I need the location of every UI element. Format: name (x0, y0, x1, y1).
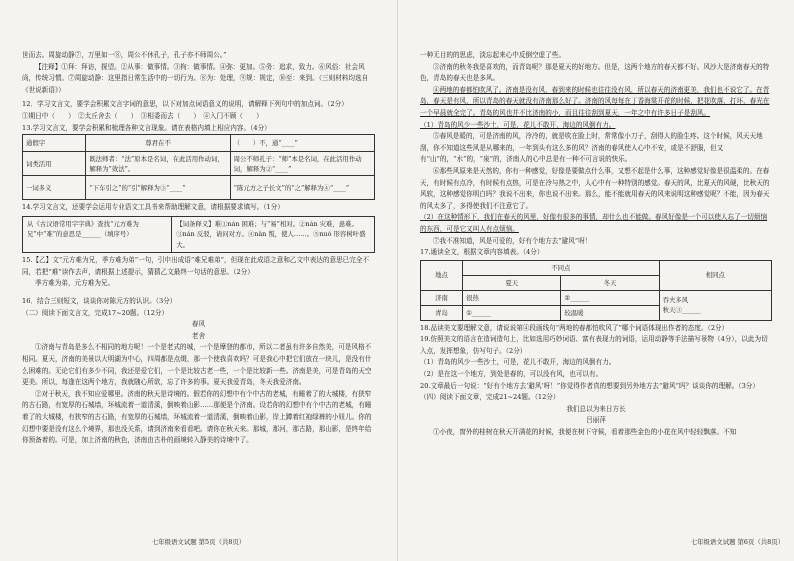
question-13-table (22, 134, 375, 200)
table-cell: ①______ (463, 305, 561, 320)
question-18: 18.品读美文要理解文意，请说说第④段画线句“两地的春都怕吹风了”哪个词语体现出作者的态度。（2分） (420, 323, 729, 332)
section-heading: （四）阅读下面文章，完成21~24题。（12分） (420, 393, 560, 402)
table-cell: 冬天 (561, 275, 659, 290)
table-cell: 一词多义 (23, 176, 86, 200)
article-title: 春风 (191, 320, 206, 329)
table-cell: （ ）不，通“____” (230, 135, 374, 152)
underlined-sentence-2: （2）在这种情形下，我们在春天的风里，好像有很多的事情，却什么也不能做。春风好像是一个可以使人忘了一切烦恼的东西，可是它又叫人有点烦恼。 (420, 213, 768, 233)
question-14-box (22, 216, 375, 254)
question-13: 13.学习文言文，要学会积累和梳理各种文言现象。请在表格内填上相应内容。（4分） (22, 123, 271, 132)
article-paragraph-2: ②对于秋天，我不知应爱哪里。济南的秋天是诗境的。假若你的幻想中有个中古的老城，有睡着了的大城楼，有狭窄的古石路，有宽厚的石城墙，环城流着一道清溪，倒映着山影……那便是个济南。设若你的幻想中有个中古的老城，有睡着了的大城楼，有狭窄的古石路，有宽厚的石城墙，环城流着一道清溪，倒映着山影，岸上蹲着红袍绿裤的小妞儿。你的幻想中要是没有这么个境界，那也没关系，请到济南来看看吧。请你在秋天来。那城，那河，那古路，那山影，是终年给你预备着的。可是，加上济南的秋色，济南由古朴的画境转入静美的诗境中了。 (22, 389, 372, 445)
dictionary-entry: 【词条释义】难①nán 困难；与“易”相对。②nán 灾难，患难。③nán 反驳，请问对方。④nàn 叛，使人……。⑤nuó 形容树叶盛大。 (176, 219, 366, 249)
question-19-sentence-1: （1）青岛的风少一些沙土，可是，花儿不敢开，海边的风倒有力。 (420, 358, 616, 367)
table-cell: 既法师者：“法”原本是名词，在此活用作动词，解释为“效法”。 (86, 152, 230, 176)
question-16: 16．结合三则短文，谈谈你对陈元方的认识。（3分） (22, 297, 177, 306)
table-cell: 周公不师孔子：“师”本是名词，在此活用作动词，解释为②“____” (230, 152, 374, 176)
notes-paragraph: 【注释】①拜：拜访，探望。②从事：做事情。③拘：做事情。④弥：更加。⑤务：追求，致力。⑥风俗：社会风尚，传统习惯。⑦周旋动静：这里指日常生活中的一切行为。⑧为：处理，⑨规：规定，⑩至：来到。（三则材料均选自《世说新语》） (22, 62, 369, 94)
page-right (397, 0, 794, 561)
table-cell: 词类活用 (23, 152, 86, 176)
section-heading: （二）阅读下面文言文，完成17~20题。（12分） (22, 308, 169, 317)
page-footer: 七年级语文试题 第5页（共8页） (151, 538, 246, 547)
question-12: 12．学习文言文，要学会积累文言字词的意思，以下对加点词语意义的说明，请解释下列句中的加点词。（2分） (22, 100, 348, 109)
question-17: 17.通读全文，根据文章内容填表。（4分） (420, 248, 544, 257)
question-20: 20.文章最后一句说：“好有个地方去‘避风’呀！”你觉得作者真的想要到另外地方去“避风”吗？谈谈你的理解。（3分） (420, 381, 759, 390)
table-cell: 尊君在不 (86, 135, 230, 152)
table-cell: ②______ (561, 290, 659, 305)
question-17-table (420, 260, 772, 321)
article-paragraph-5: ⑤春风是暖的，可是济南的风，冷冷的，就是吹在脸上时，常常像小刀子，刮得人的脸生疼。这个时候，风天天地刮，你不知道这些风是从哪来的，一年到头有这么多的风？济南的春风使人心中不安，或是不舒服，但又有“山”的，“水”的，“泉”的，济南人的心中总是有一种不可言说的快乐。 (420, 132, 763, 164)
table-cell: 夏天 (463, 275, 561, 290)
table-cell: 不同点 (463, 260, 660, 275)
article-paragraph-3: ③济南的秋冬我是喜欢的，而青岛呢？那是夏天的好地方。但是，这两个地方的春天都不好。风沙大是济南春天的特色，青岛的春天也是多风。 (420, 62, 770, 83)
table-cell: 较温暖 (561, 305, 659, 320)
question-14: 14.学习文言文，还要学会运用专业语文工具书来帮助理解文意，请根据要求填写。（1分） (22, 203, 284, 212)
page-footer: 七年级语文试题 第6页（共8页） (690, 538, 784, 547)
article-paragraph-1: ①济南与青岛是多么不相同的地方呢！一个是老式的城，一个是摩登的都市，所以二者虽有许多自然美，可是风格不相同。夏天，济南的美景以大明湖为中心，四周都是点缀，那一个使我喜欢吗？可是我心中把它们放在一块儿，是没有什么困难的。无论它们有多少不同，我还是爱它们，一个是比较古老一些，一个是比较新一些。济南是美，可是青岛的天空更美。所以，每逢在这两个地方，我就随心所欲，忘了许多的事。夏天我爱青岛，冬天我爱济南。 (22, 343, 372, 387)
table-cell: 相同点 (659, 260, 771, 290)
question-12-options: ①期日中（ ） ②太丘舍去（ ） ③相委而去（ ） ④入门不顾（ ） (22, 111, 263, 120)
table-cell: 青岛 (421, 305, 463, 320)
article-author: 吕丽萍 (586, 416, 606, 425)
article-paragraph-6: ⑥那些风原来是天然的，你有一种感觉，好像是要做点什么事，又想不起是什么事，这种感觉好像是很温柔的。在春天，有时候有点冷，有时候有点热，可是在冷与热之中，人心中有一种特别的感觉。春天的风，比夏天的风硬，比秋天的风软，这种感觉你明白吗？我说不出来，你也说不出来。那么，能不能就用春天的风来说明这种感觉呢？不能，因为春天的风太多了，多得使我们不注意它了。 (420, 166, 770, 210)
table-cell: 济南 (421, 290, 463, 305)
table-cell: 很热 (463, 290, 561, 305)
table-cell: “陈元方之子长文”的“之”解释为④“____” (230, 176, 374, 200)
table-cell: 地点 (421, 260, 463, 290)
text-line: 一种无目的的思虑，淡忘起来心中反倒空虚了些。 (420, 51, 566, 59)
question-19: 19.仿照美文的语言在造词造句上，比如选用巧妙词语、富有表现力的词语，运用动静等手法描写景物（4分），以此为切入点，发挥想象，仿写句子。（2分） (420, 335, 768, 355)
table-cell: “下车引之”的“引”解释为③“____” (86, 176, 230, 200)
article-paragraph-4: ④两地的春都怕吹风了。济南是没有风，春到来的时候也往往没有风，所以春天的济南更美，我们也不说它了。在青岛，春天是有风，所以青岛的春天就没有济南那么好了。济南的风每每在丁香海棠开花的时候，把花吹落，打坏，春光在一个早晨就全完了。青岛的风也并不比济南的小，而且往往刮到夏天，一年之中有许多日子是刮风。 (420, 85, 770, 117)
article-title: 我们总以为来日方长 (566, 404, 626, 413)
text-line: 世而去。周旋动静⑦，万里如一⑧，周公不休孔子，孔子亦不师周公。” (22, 51, 227, 59)
underlined-sentence-1: （1）青岛的风少一些沙土，可是，花儿不敢开，海边的风倒有力。 (420, 120, 616, 129)
question-15: 15.【乙】文“元方难为兄，季方难为弟”一句，引申出成语“难兄难弟”，但现在此成语之意和乙文中表达的意思已完全不同，若把“难”读作去声，请根据上述提示，猜猜乙文最终一句话的意思。（2分） (22, 256, 370, 276)
article-paragraph-7: ⑦我不准知道，风是可爱的，好有个地方去“避风”呀！ (433, 236, 592, 245)
question-19-sentence-2: （2）是在这一个地方，到处是春的，可以没有风，也可以有。 (420, 370, 603, 379)
table-cell: 吞夫多风 秋天③______ (659, 290, 771, 320)
article-paragraph-1: ①小夜，窗外的桂树在秋天开满花的时候，我便在树下守候，看着那些金色的小花在风中轻轻飘落。不知 (433, 428, 737, 437)
table-cell: 通假字 (23, 135, 86, 152)
question-15-quote: 季方难为弟，元方难为兄。 (35, 279, 115, 288)
dictionary-task: 从《古汉语常用字字典》查找“元方难为兄”中“难”的意思是______（填序号） (23, 217, 172, 253)
article-author: 老舍 (191, 331, 206, 340)
